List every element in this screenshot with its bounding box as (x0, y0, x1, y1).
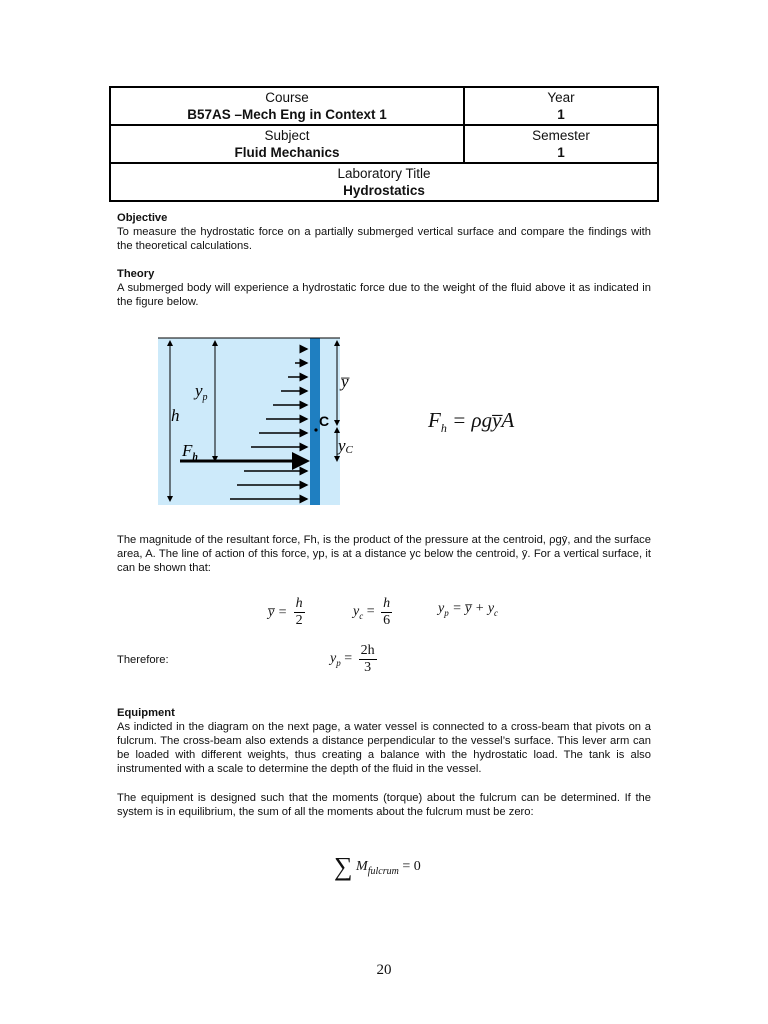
yp-result-fraction (359, 643, 377, 676)
moments-sum-equation (334, 852, 421, 882)
yp-result-equation (330, 643, 377, 676)
objective-section (117, 211, 651, 253)
theory-heading: Theory (117, 268, 155, 280)
yp-eq-rhs: = y̅ + y (452, 601, 495, 616)
h-label: h (171, 406, 180, 425)
moment-subscript: fulcrum (367, 866, 399, 878)
theory-section (117, 267, 651, 309)
yp-eq-lhs-sub: p (444, 607, 449, 618)
subject-cell (110, 125, 464, 163)
ybar-den: 2 (295, 613, 303, 628)
yc-num: h (383, 596, 391, 611)
yc-label: yC (338, 436, 353, 456)
semester-value: 1 (557, 145, 565, 160)
subject-label: Subject (264, 128, 310, 143)
year-cell (464, 87, 658, 125)
course-value: B57AS –Mech Eng in Context 1 (187, 107, 387, 122)
sigma-symbol: ∑ (334, 852, 353, 881)
lab-title-cell (110, 163, 658, 201)
course-label: Course (265, 90, 309, 105)
semester-label: Semester (532, 128, 590, 143)
ybar-fraction (294, 596, 305, 629)
yp-eq-lhs: y (438, 601, 445, 616)
ybar-num: h (295, 596, 303, 611)
hydrostatic-force-diagram (155, 333, 353, 509)
yp-equation (438, 601, 498, 618)
moment-symbol: M (356, 859, 368, 874)
year-value: 1 (557, 107, 565, 122)
yp-result-lhs: $y_p$ = (330, 651, 353, 668)
semester-cell (464, 125, 658, 163)
therefore-label: Therefore: (117, 654, 169, 666)
page-number: 20 (376, 962, 392, 978)
lab-title-label: Laboratory Title (337, 166, 431, 181)
course-info-table (109, 86, 659, 202)
centroid-label: C (319, 413, 330, 429)
year-label: Year (547, 90, 575, 105)
lab-title-value: Hydrostatics (343, 183, 425, 198)
equipment-heading: Equipment (117, 707, 175, 719)
yc-eq-lhs: $y_c$ = (353, 604, 375, 621)
equipment-section (117, 706, 651, 776)
objective-text: To measure the hydrostatic force on a partially submerged vertical surface and compare the findings with the theoretical calculations. (117, 226, 651, 252)
subject-value: Fluid Mechanics (234, 145, 340, 160)
yp-result-den: 3 (364, 660, 372, 675)
force-formula-lhs: F (428, 408, 441, 432)
centroid-point (314, 428, 317, 431)
force-formula-lhs-sub: h (440, 421, 447, 436)
objective-heading: Objective (117, 212, 168, 224)
yc-den: 6 (383, 613, 391, 628)
yp-eq-rhs-sub: c (494, 607, 499, 618)
ybar-equation (268, 596, 305, 629)
magnitude-paragraph: The magnitude of the resultant force, Fh, is the product of the pressure at the centroid, ρgȳ, and the surface area, A. The line of action of this force, yp, is at a distance yc below the centroid, ȳ. For a vertical surface, it can be shown that: (117, 534, 651, 574)
ybar-eq-lhs: y̅ = (268, 604, 288, 620)
moment-rhs: = 0 (402, 859, 421, 874)
course-cell (110, 87, 464, 125)
fh-label: $F_h$ (182, 441, 198, 463)
theory-text: A submerged body will experience a hydrostatic force due to the weight of the fluid above it as indicated in the figure below. (117, 282, 651, 308)
yc-equation (353, 596, 392, 629)
ybar-label: y̅ (341, 372, 349, 391)
force-formula (428, 408, 514, 436)
yc-fraction (381, 596, 392, 629)
moments-paragraph: The equipment is designed such that the moments (torque) about the fulcrum can be determined. If the system is in equilibrium, the sum of all the moments about the fulcrum must be zero: (117, 792, 651, 818)
yp-result-num: 2h (360, 643, 375, 658)
equipment-text: As indicted in the diagram on the next page, a water vessel is connected to a cross-beam that pivots on a fulcrum. The cross-beam also extends a distance perpendicular to the vessel’s surface. This lever arm can be loaded with different weights, thus creating a balance with the hydrostatic load. The tank is also instrumented with a scale to determine the depth of the fluid in the vessel. (117, 721, 651, 775)
yp-label: $y_p$ (195, 381, 208, 403)
force-formula-rhs: = ρgy̅A (452, 408, 515, 432)
